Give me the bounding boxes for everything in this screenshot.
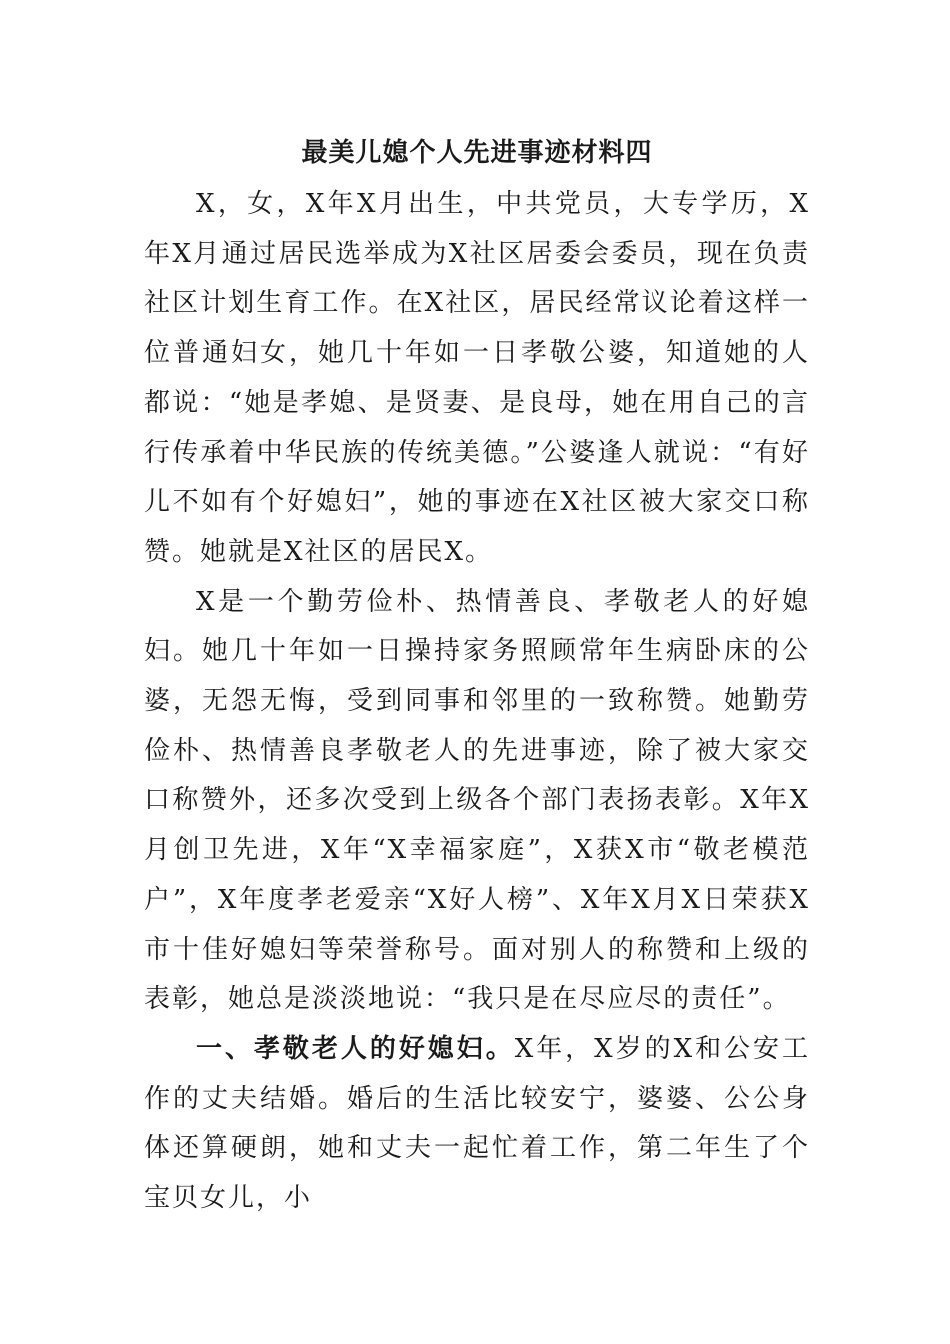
paragraph-honors: [144, 578, 810, 1025]
paragraph-intro: [144, 180, 810, 578]
section-heading: 一、孝敬老人的好媳妇。: [196, 1033, 515, 1064]
paragraph-text: X是一个勤劳俭朴、热情善良、孝敬老人的好媳妇。她几十年如一日操持家务照顾常年生病卧床的公婆，无怨无悔，受到同事和邻里的一致称赞。她勤劳俭朴、热情善良孝敬老人的先进事迹，除了被大家交口称赞外，还多次受到上级各个部门表扬表彰。X年X月创卫先进，X年“X幸福家庭”，X获X市“敬老模范户”，X年度孝老爱亲“X好人榜”、X年X月X日荣获X市十佳好媳妇等荣誉称号。面对别人的称赞和上级的表彰，她总是淡淡地说：“我只是在尽应尽的责任”。: [144, 586, 810, 1015]
document-title: 最美儿媳个人先进事迹材料四: [301, 138, 653, 168]
paragraph-section-one: [144, 1025, 810, 1224]
document-body: [144, 128, 810, 1224]
paragraph-text: X，女，X年X月出生，中共党员，大专学历，X年X月通过居民选举成为X社区居委会委员，现在负责社区计划生育工作。在X社区，居民经常议论着这样一位普通妇女，她几十年如一日孝敬公婆，知道她的人都说：“她是孝媳、是贤妻、是良母，她在用自己的言行传承着中华民族的传统美德。”公婆逢人就说：“有好儿不如有个好媳妇”，她的事迹在X社区被大家交口称赞。她就是X社区的居民X。: [144, 189, 810, 567]
paragraph-text: X年，X岁的X和公安工作的丈夫结婚。婚后的生活比较安宁，婆婆、公公身体还算硬朗，她和丈夫一起忙着工作，第二年生了个宝贝女儿，小: [144, 1033, 810, 1214]
